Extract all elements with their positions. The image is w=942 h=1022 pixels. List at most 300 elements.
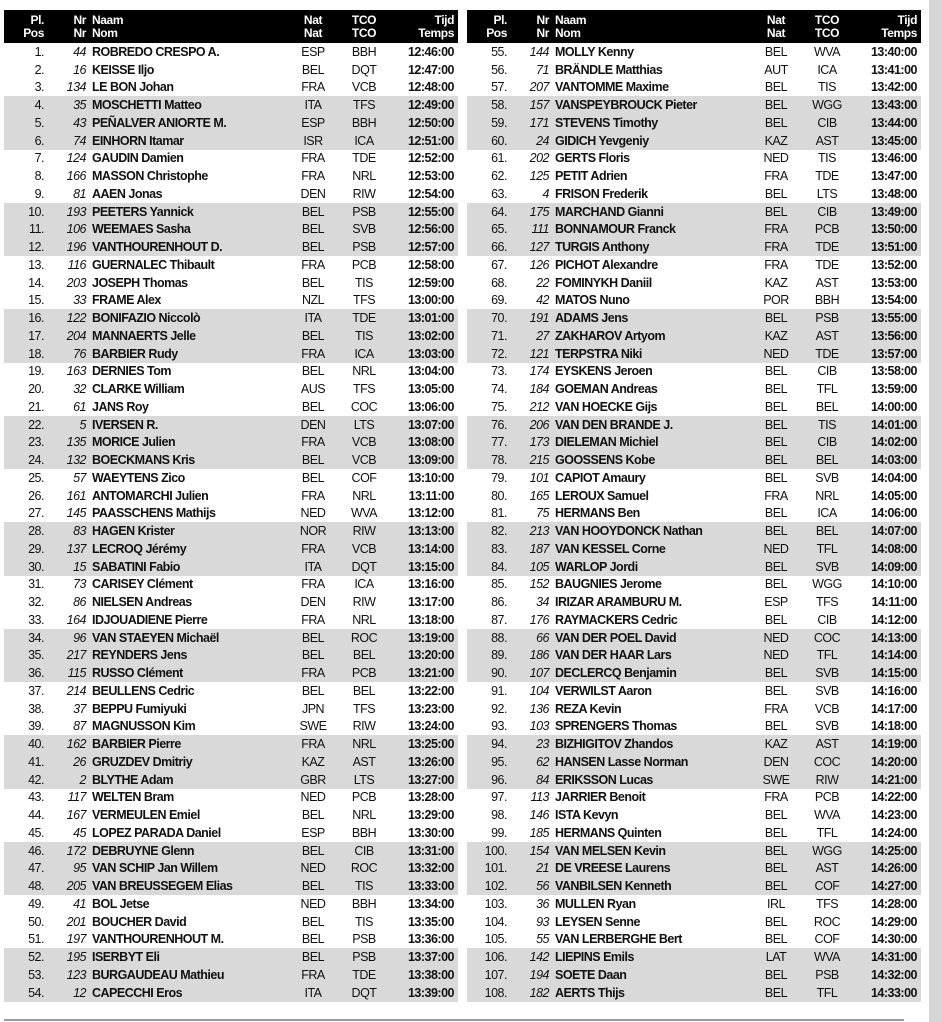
table-row (467, 984, 921, 1002)
table-row (467, 753, 921, 771)
row-start-time: 13:37:00 (407, 950, 454, 965)
row-rider-name: MULLEN Ryan (555, 896, 636, 911)
row-start-time: 13:21:00 (407, 666, 454, 681)
row-nationality: NED (763, 541, 789, 556)
table-row (4, 806, 458, 824)
row-nationality: BEL (301, 222, 325, 237)
table-row (4, 221, 458, 239)
row-rider-name: BOUCHER David (92, 914, 187, 929)
row-nationality: BEL (764, 204, 788, 219)
row-nationality: BEL (301, 683, 325, 698)
row-team-code: TIS (355, 914, 373, 929)
row-rider-name: GAUDIN Damien (92, 151, 184, 166)
table-row (467, 913, 921, 931)
header-nr: Nr Nr (536, 12, 549, 40)
row-bib-number: 152 (529, 577, 549, 592)
row-team-code: AST (815, 133, 839, 148)
row-bib-number: 107 (529, 666, 549, 681)
row-team-code: CIB (817, 204, 837, 219)
row-position: 50. (28, 914, 44, 929)
row-team-code: ROC (813, 914, 841, 929)
row-rider-name: VERWILST Aaron (555, 683, 652, 698)
header-pos: Pl. Pos (486, 12, 507, 40)
row-position: 25. (28, 470, 44, 485)
row-bib-number: 197 (66, 932, 86, 947)
row-nationality: DEN (300, 417, 326, 432)
table-row (4, 576, 458, 594)
row-start-time: 12:49:00 (407, 98, 454, 113)
row-bib-number: 96 (73, 630, 86, 645)
row-bib-number: 202 (529, 151, 549, 166)
row-nationality: BEL (301, 364, 325, 379)
row-bib-number: 111 (531, 222, 549, 237)
table-row (467, 718, 921, 736)
row-bib-number: 76 (73, 346, 86, 361)
table-row (4, 647, 458, 665)
table-row (4, 167, 458, 185)
row-rider-name: JANS Roy (92, 399, 149, 414)
row-start-time: 12:47:00 (407, 62, 454, 77)
table-row (467, 505, 921, 523)
table-row (4, 416, 458, 434)
row-team-code: NRL (352, 364, 376, 379)
row-start-time: 14:14:00 (870, 648, 917, 663)
row-start-time: 14:21:00 (870, 772, 917, 787)
row-position: 70. (491, 311, 507, 326)
row-rider-name: REYNDERS Jens (92, 648, 187, 663)
row-team-code: ICA (354, 133, 374, 148)
table-row (4, 522, 458, 540)
table-row (467, 114, 921, 132)
row-bib-number: 26 (73, 754, 86, 769)
row-team-code: RIW (352, 719, 376, 734)
row-rider-name: DERNIES Tom (92, 364, 171, 379)
row-start-time: 14:05:00 (870, 488, 917, 503)
row-start-time: 13:58:00 (870, 364, 917, 379)
row-position: 27. (28, 506, 44, 521)
row-nationality: BEL (301, 62, 325, 77)
row-bib-number: 213 (529, 524, 549, 539)
row-bib-number: 61 (73, 399, 86, 414)
row-nationality: BEL (301, 843, 325, 858)
row-nationality: BEL (764, 364, 788, 379)
row-bib-number: 193 (66, 204, 86, 219)
row-team-code: PCB (814, 790, 840, 805)
table-row (467, 256, 921, 274)
row-position: 35. (28, 648, 44, 663)
row-rider-name: GIDICH Yevgeniy (555, 133, 649, 148)
row-start-time: 13:06:00 (407, 399, 454, 414)
row-team-code: AST (815, 328, 839, 343)
row-nationality: BEL (764, 612, 788, 627)
row-rider-name: AERTS Thijs (555, 985, 625, 1000)
row-start-time: 12:57:00 (407, 240, 454, 255)
row-team-code: TDE (815, 257, 839, 272)
table-row (467, 221, 921, 239)
row-bib-number: 163 (66, 364, 86, 379)
table-row (4, 735, 458, 753)
row-rider-name: EINHORN Itamar (92, 133, 184, 148)
row-start-time: 13:40:00 (870, 44, 917, 59)
row-nationality: FRA (301, 612, 325, 627)
row-team-code: LTS (816, 186, 838, 201)
row-position: 90. (491, 666, 507, 681)
row-start-time: 13:36:00 (407, 932, 454, 947)
table-row (4, 292, 458, 310)
row-start-time: 14:24:00 (870, 825, 917, 840)
row-start-time: 13:22:00 (407, 683, 454, 698)
row-rider-name: MANNAERTS Jelle (92, 328, 196, 343)
row-bib-number: 71 (536, 62, 549, 77)
row-start-time: 14:25:00 (870, 843, 917, 858)
row-rider-name: JOSEPH Thomas (92, 275, 188, 290)
row-nationality: NED (763, 151, 789, 166)
table-row (4, 114, 458, 132)
row-team-code: TIS (355, 275, 373, 290)
row-start-time: 14:11:00 (871, 595, 917, 610)
row-start-time: 13:15:00 (407, 559, 454, 574)
row-position: 42. (28, 772, 44, 787)
row-start-time: 14:31:00 (870, 950, 917, 965)
row-team-code: PSB (352, 932, 376, 947)
row-bib-number: 16 (73, 62, 86, 77)
row-team-code: TIS (355, 879, 373, 894)
row-start-time: 13:51:00 (870, 240, 917, 255)
row-nationality: BEL (764, 861, 788, 876)
row-nationality: KAZ (764, 737, 788, 752)
row-team-code: TIS (818, 80, 836, 95)
row-team-code: AST (352, 754, 376, 769)
row-team-code: AST (815, 275, 839, 290)
table-row (467, 522, 921, 540)
row-start-time: 13:47:00 (870, 169, 917, 184)
table-row (467, 203, 921, 221)
row-rider-name: BEPPU Fumiyuki (92, 701, 187, 716)
row-start-time: 14:09:00 (870, 559, 917, 574)
row-rider-name: SABATINI Fabio (92, 559, 180, 574)
row-nationality: BEL (764, 80, 788, 95)
row-start-time: 13:03:00 (407, 346, 454, 361)
row-position: 60. (491, 133, 507, 148)
row-rider-name: BONNAMOUR Franck (555, 222, 676, 237)
row-bib-number: 164 (66, 612, 86, 627)
header-name: Naam Nom (92, 12, 124, 40)
row-nationality: BEL (764, 879, 788, 894)
row-rider-name: VAN KESSEL Corne (555, 541, 666, 556)
row-rider-name: BEULLENS Cedric (92, 683, 195, 698)
row-nationality: ESP (301, 44, 325, 59)
row-bib-number: 203 (66, 275, 86, 290)
row-nationality: BEL (301, 879, 325, 894)
row-bib-number: 35 (73, 98, 86, 113)
table-row (4, 664, 458, 682)
row-team-code: PSB (352, 204, 376, 219)
row-rider-name: ANTOMARCHI Julien (92, 488, 209, 503)
row-nationality: BEL (764, 524, 788, 539)
row-team-code: TIS (355, 328, 373, 343)
table-row (4, 61, 458, 79)
row-bib-number: 43 (73, 115, 86, 130)
row-bib-number: 44 (73, 44, 86, 59)
row-rider-name: DECLERCQ Benjamin (555, 666, 677, 681)
row-rider-name: TERPSTRA Niki (555, 346, 642, 361)
row-team-code: PCB (351, 666, 377, 681)
row-team-code: BBH (814, 293, 840, 308)
row-team-code: COC (813, 630, 841, 645)
table-row (467, 895, 921, 913)
row-position: 19. (28, 364, 44, 379)
row-position: 38. (28, 701, 44, 716)
table-row (4, 256, 458, 274)
row-team-code: TFS (352, 382, 376, 397)
row-team-code: RIW (352, 186, 376, 201)
row-bib-number: 125 (529, 169, 549, 184)
row-team-code: DQT (351, 985, 377, 1000)
row-position: 92. (491, 701, 507, 716)
row-start-time: 13:46:00 (870, 151, 917, 166)
row-bib-number: 37 (73, 701, 86, 716)
row-nationality: BEL (301, 399, 325, 414)
row-team-code: RIW (815, 772, 839, 787)
row-rider-name: VAN DEN BRANDE J. (555, 417, 673, 432)
row-rider-name: WARLOP Jordi (555, 559, 638, 574)
table-row (467, 771, 921, 789)
row-nationality: BEL (764, 311, 788, 326)
row-start-time: 13:19:00 (407, 630, 454, 645)
row-bib-number: 196 (66, 240, 86, 255)
row-team-code: CIB (817, 364, 837, 379)
row-bib-number: 5 (79, 417, 86, 432)
row-bib-number: 117 (67, 790, 86, 805)
row-position: 17. (28, 328, 44, 343)
row-team-code: PCB (814, 222, 840, 237)
row-team-code: DQT (351, 62, 377, 77)
row-nationality: BEL (301, 808, 325, 823)
row-position: 31. (28, 577, 44, 592)
row-position: 48. (28, 879, 44, 894)
row-rider-name: DIELEMAN Michiel (555, 435, 659, 450)
row-team-code: TFS (352, 701, 376, 716)
row-bib-number: 106 (66, 222, 86, 237)
row-team-code: CIB (817, 115, 837, 130)
table-row (467, 185, 921, 203)
row-team-code: SVB (815, 470, 839, 485)
table-row (4, 309, 458, 327)
row-start-time: 13:13:00 (407, 524, 454, 539)
row-rider-name: VERMEULEN Emiel (92, 808, 200, 823)
row-rider-name: MARCHAND Gianni (555, 204, 664, 219)
row-nationality: BEL (764, 506, 788, 521)
row-team-code: COF (351, 470, 377, 485)
table-row (4, 984, 458, 1002)
row-team-code: ICA (817, 506, 837, 521)
row-position: 58. (491, 98, 507, 113)
row-start-time: 14:08:00 (870, 541, 917, 556)
row-position: 11. (29, 222, 44, 237)
row-position: 40. (28, 737, 44, 752)
row-start-time: 13:53:00 (870, 275, 917, 290)
row-team-code: WGG (812, 577, 842, 592)
row-rider-name: REZA Kevin (555, 701, 622, 716)
row-nationality: FRA (764, 169, 788, 184)
row-team-code: BBH (351, 896, 377, 911)
row-position: 32. (28, 595, 44, 610)
row-position: 7. (34, 151, 44, 166)
table-row (4, 203, 458, 221)
row-team-code: WVA (350, 506, 378, 521)
table-row (4, 860, 458, 878)
row-bib-number: 4 (542, 186, 549, 201)
row-start-time: 13:52:00 (870, 257, 917, 272)
row-bib-number: 2 (79, 772, 86, 787)
row-rider-name: CLARKE William (92, 382, 185, 397)
row-team-code: ICA (817, 62, 837, 77)
row-nationality: KAZ (764, 328, 788, 343)
row-nationality: NED (300, 896, 326, 911)
row-position: 1. (34, 44, 44, 59)
table-row (467, 576, 921, 594)
row-bib-number: 186 (529, 648, 549, 663)
table-row (467, 416, 921, 434)
row-nationality: LAT (765, 950, 787, 965)
row-rider-name: TURGIS Anthony (555, 240, 649, 255)
row-rider-name: MASSON Christophe (92, 169, 208, 184)
row-nationality: FRA (764, 790, 788, 805)
row-bib-number: 134 (66, 80, 86, 95)
row-start-time: 14:19:00 (870, 737, 917, 752)
table-row (467, 61, 921, 79)
row-team-code: BBH (351, 44, 377, 59)
header-nat: Nat Nat (303, 12, 323, 40)
row-team-code: VCB (351, 80, 377, 95)
row-position: 101. (484, 861, 507, 876)
row-bib-number: 62 (536, 754, 549, 769)
table-row (467, 79, 921, 97)
row-position: 87. (491, 612, 507, 627)
row-nationality: BEL (764, 577, 788, 592)
row-start-time: 13:29:00 (407, 808, 454, 823)
table-row (4, 469, 458, 487)
row-nationality: NED (763, 630, 789, 645)
row-rider-name: VANTHOURENHOUT M. (92, 932, 224, 947)
row-nationality: BEL (301, 470, 325, 485)
row-nationality: DEN (763, 754, 789, 769)
row-rider-name: BRÄNDLE Matthias (555, 62, 663, 77)
table-row (4, 824, 458, 842)
row-nationality: ITA (304, 311, 322, 326)
row-start-time: 13:14:00 (407, 541, 454, 556)
row-position: 76. (491, 417, 507, 432)
row-nationality: BEL (764, 186, 788, 201)
row-bib-number: 176 (529, 612, 549, 627)
row-bib-number: 27 (536, 328, 549, 343)
table-row (467, 558, 921, 576)
row-bib-number: 36 (536, 896, 549, 911)
row-start-time: 14:16:00 (870, 683, 917, 698)
row-bib-number: 215 (529, 453, 549, 468)
row-bib-number: 45 (73, 825, 86, 840)
row-bib-number: 86 (73, 595, 86, 610)
row-bib-number: 162 (66, 737, 86, 752)
row-team-code: BBH (351, 115, 377, 130)
row-rider-name: MATOS Nuno (555, 293, 630, 308)
row-bib-number: 22 (536, 275, 549, 290)
row-nationality: BEL (764, 914, 788, 929)
table-row (467, 96, 921, 114)
table-row (4, 842, 458, 860)
row-team-code: TFS (815, 595, 839, 610)
table-row (4, 558, 458, 576)
row-nationality: BEL (764, 683, 788, 698)
row-bib-number: 127 (529, 240, 549, 255)
row-nationality: BEL (764, 435, 788, 450)
header-nr: Nr Nr (73, 12, 86, 40)
table-row (467, 931, 921, 949)
row-rider-name: FRISON Frederik (555, 186, 648, 201)
row-position: 80. (491, 488, 507, 503)
row-position: 67. (491, 257, 507, 272)
row-rider-name: LE BON Johan (92, 80, 174, 95)
results-column-right (467, 10, 921, 1002)
row-rider-name: WELTEN Bram (92, 790, 174, 805)
row-team-code: TIS (818, 151, 836, 166)
row-start-time: 14:32:00 (870, 967, 917, 982)
header-tco: TCO TCO (814, 12, 840, 40)
row-team-code: CIB (354, 843, 374, 858)
row-team-code: VCB (351, 435, 377, 450)
row-position: 78. (491, 453, 507, 468)
row-bib-number: 101 (529, 470, 549, 485)
row-start-time: 13:10:00 (407, 470, 454, 485)
row-nationality: BEL (764, 666, 788, 681)
row-team-code: SVB (815, 683, 839, 698)
row-nationality: BEL (764, 843, 788, 858)
row-bib-number: 136 (529, 701, 549, 716)
row-team-code: CIB (817, 435, 837, 450)
row-rider-name: WAEYTENS Zico (92, 470, 185, 485)
row-team-code: WGG (812, 843, 842, 858)
table-row (467, 664, 921, 682)
row-rider-name: VAN HOOYDONCK Nathan (555, 524, 703, 539)
row-bib-number: 124 (66, 151, 86, 166)
row-start-time: 12:51:00 (407, 133, 454, 148)
row-team-code: TDE (352, 151, 376, 166)
row-start-time: 12:54:00 (407, 186, 454, 201)
row-rider-name: VAN DER HAAR Lars (555, 648, 672, 663)
row-nationality: DEN (300, 595, 326, 610)
row-position: 28. (28, 524, 44, 539)
row-team-code: WGG (812, 98, 842, 113)
table-row (4, 451, 458, 469)
row-start-time: 13:55:00 (870, 311, 917, 326)
row-start-time: 13:48:00 (870, 186, 917, 201)
row-nationality: AUS (300, 382, 326, 397)
scrollbar[interactable] (929, 0, 942, 1022)
row-nationality: FRA (764, 240, 788, 255)
row-start-time: 13:00:00 (407, 293, 454, 308)
table-row (4, 629, 458, 647)
row-nationality: KAZ (764, 133, 788, 148)
row-start-time: 12:55:00 (407, 204, 454, 219)
row-rider-name: NIELSEN Andreas (92, 595, 192, 610)
row-team-code: WVA (813, 808, 841, 823)
results-rows (467, 43, 921, 1002)
row-team-code: NRL (352, 488, 376, 503)
row-position: 104. (484, 914, 507, 929)
row-team-code: TFL (816, 648, 838, 663)
row-bib-number: 41 (73, 896, 86, 911)
row-position: 83. (491, 541, 507, 556)
